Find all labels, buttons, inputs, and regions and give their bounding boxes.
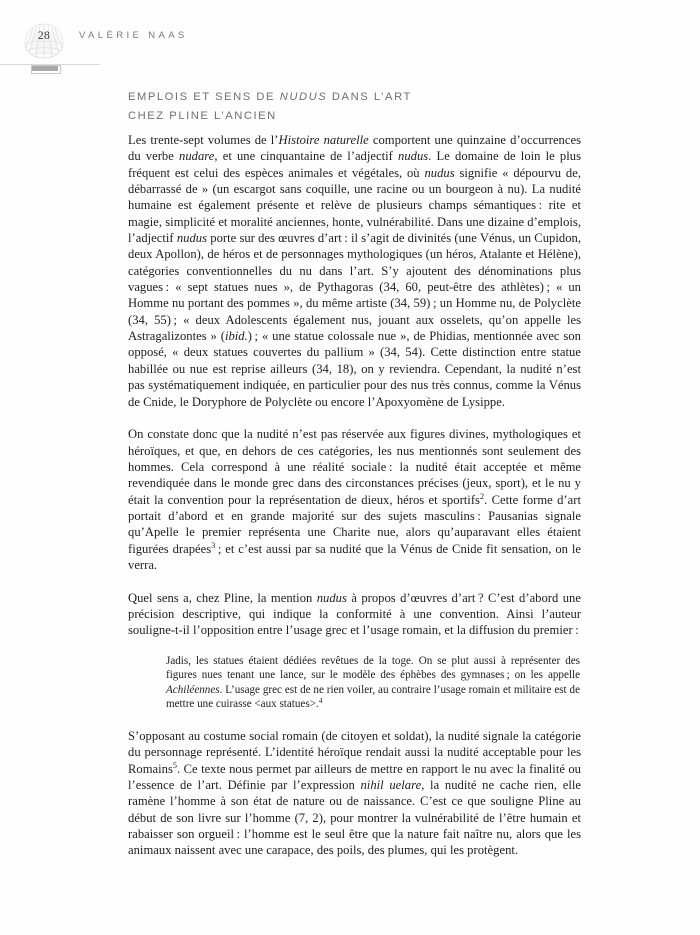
running-header-author: VALÉRIE NAAS	[79, 30, 188, 41]
p1-i4: nudus	[424, 165, 455, 180]
p2-s1: On constate donc que la nudité n’est pas réservée aux figures divines, mythologiques et héroïques, et que, en dehors de ces catégories, les nus mentionnés sont seulement des hommes. Cela correspond à une réalité sociale : la nudité était acceptée et même revendiquée dans le monde grec dans des circonstances précises (jeux, sport), et le nu y était la convention pour la représentation de dieux, héros et sportifs	[128, 427, 581, 507]
body-column	[128, 132, 581, 859]
p4-s3: , la nudité ne cache rien, elle ramène l’homme à son état de nature ou de naissance. C’est ce que souligne Pline au début de son livre sur l’homme (7, 2), pour montrer la vulnérabilité de l’être humain et rabaisser son orgueil : l’homme est le seul être que la nature fait naître nu, alors que les animaux naissent avec une carapace, des poils, des plumes, qui les protègent.	[128, 778, 581, 858]
p1-i5: nudus	[176, 231, 208, 246]
block-quote	[166, 654, 580, 712]
title-line1-post: DANS L’ART	[327, 90, 412, 103]
paragraph-2	[128, 426, 581, 573]
p2-s3: ; et c’est aussi par sa nudité que la Vénus de Cnide fit sensation, on le verra.	[128, 541, 581, 572]
footnote-ref-5[interactable]: 5	[172, 760, 178, 770]
footnote-ref-2[interactable]: 2	[479, 491, 485, 501]
page-number: 28	[37, 30, 51, 42]
p1-s3: , et une cinquantaine de l’adjectif	[214, 149, 399, 164]
p1-i6: ibid.	[224, 329, 248, 344]
paragraph-1	[128, 132, 581, 410]
p3-s2: à propos d’œuvres d’art ? C’est d’abord une précision descriptive, qui indique la conformité à une convention. Ainsi l’auteur souligne-t-il l’opposition entre l’usage grec et l’usage romain, et la diffusion du premier :	[128, 590, 581, 638]
p3-i1: nudus	[316, 590, 347, 605]
p2-s2: . Cette forme d’art portait d’abord et en grande majorité sur des sujets masculins : Pausanias signale qu’Apelle le premier représenta une Charite nue, alors qu’auparavant elles étaient figurées drapées	[128, 492, 581, 556]
p4-s1: S’opposant au costume social romain (de citoyen et soldat), la nudité signale la catégorie du personnage représenté. L’identité héroïque rendait aussi la nudité acceptable pour les Romains	[128, 729, 581, 776]
p1-s6: porte sur des œuvres d’art : il s’agit de divinités (une Vénus, un Cupidon, deux Apollon), de héros et de personnages mythologiques (un héros, Atalante et Hélène), catégories conventionnelles du nu dans l’art. S’y ajoutent des dénominations plus vagues : « sept statues nues », de Pythagoras (34, 60, peut-être des athlètes) ; « un Homme nu portant des pommes », du même artiste (34, 59) ; un Homme nu, de Polyclète (34, 55) ; « deux Adolescents également nus, jouant aux osselets, qu’on appelle les Astragalizontes » (	[128, 231, 581, 344]
quote-s2: . L’usage grec est de ne rien voiler, au contraire l’usage romain et militaire est de mettre une cuirasse <aux statues>.	[166, 683, 580, 711]
title-line1-pre: EMPLOIS ET SENS DE	[128, 90, 280, 103]
page-title	[128, 88, 588, 126]
p1-i1: Histoire naturelle	[278, 133, 369, 147]
p1-s7: ) ; « une statue colossale nue », de Phidias, mentionnée avec son opposé, « deux statues couvertes du pallium » (34, 54). Cette distinction entre statue habillée ou nue est reprise ailleurs (34, 18), on y reviendra. Cependant, la nudité n’est pas systématiquement indiquée, en particulier pour des nus très connus, comme la Vénus de Cnide, le Doryphore de Polyclète ou encore l’Apoxyomène de Lysippe.	[128, 329, 581, 409]
title-line2: CHEZ PLINE L’ANCIEN	[128, 109, 277, 122]
header-rule-tab	[32, 66, 58, 71]
p3-s1: Quel sens a, chez Pline, la mention	[128, 590, 317, 605]
running-header	[0, 18, 700, 68]
paragraph-4	[128, 728, 581, 859]
footnote-ref-4[interactable]: 4	[318, 696, 323, 706]
p1-s5: signifie « dépourvu de, débarrassé de » (un escargot sans coquille, une racine ou un bourgeon à nu). La nudité humaine est également présente et relève de plusieurs champs sémantiques : rite et magie, simplicité et moralité anciennes, honte, vulnérabilité. Dans une dizaine d’emplois, l’adjectif	[128, 165, 581, 246]
p4-s2: . Ce texte nous permet par ailleurs de mettre en rapport le nu avec la finalité ou l’essence de l’art. Définie par l’expression	[128, 761, 581, 793]
p1-s4: . Le domaine de loin le plus fréquent est celui des espèces animales et végétales, où	[128, 149, 581, 180]
p1-s1: Les trente-sept volumes de l’	[128, 133, 279, 147]
title-line1-italic-term: NUDUS	[279, 90, 328, 103]
footnote-ref-3[interactable]: 3	[211, 540, 216, 550]
p1-i3: nudus	[398, 149, 429, 164]
p4-i1: nihil uelare	[360, 778, 422, 793]
p1-s2: comportent une quinzaine d’occurrences du verbe	[128, 133, 582, 164]
quote-s1: Jadis, les statues étaient dédiées revêtues de la toge. On se plut aussi à représenter des figures nues tenant une lance, sur le modèle des éphèbes des gymnases ; on les appelle	[166, 654, 580, 682]
quote-italic-term: Achiléennes	[166, 683, 220, 696]
p1-i2: nudare	[179, 149, 215, 164]
paragraph-3	[128, 590, 581, 639]
